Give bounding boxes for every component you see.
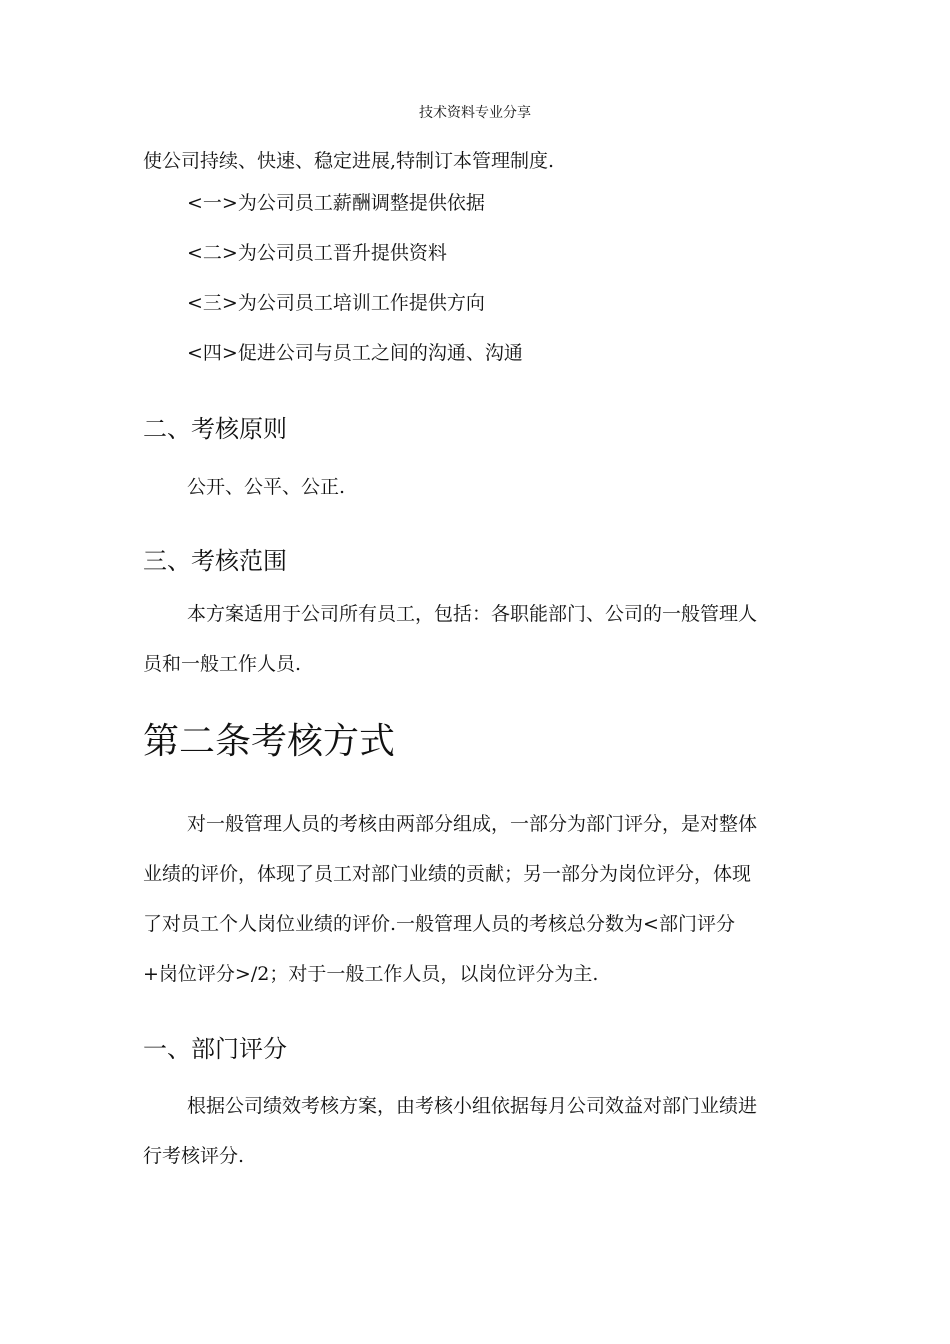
method-line-2: 业绩的评价，体现了员工对部门业绩的贡献；另一部分为岗位评分，体现 [143, 863, 752, 885]
scope-line-1: 本方案适用于公司所有员工，包括：各职能部门、公司的一般管理人 [187, 603, 758, 625]
principle-text: 公开、公平、公正. [187, 476, 346, 498]
article-heading: 第二条考核方式 [143, 721, 396, 762]
method-line-1: 对一般管理人员的考核由两部分组成，一部分为部门评分，是对整体 [187, 813, 758, 835]
method-line-3: 了对员工个人岗位业绩的评价.一般管理人员的考核总分数为<部门评分 [143, 913, 735, 935]
list-item-4: <四>促进公司与员工之间的沟通、沟通 [187, 342, 523, 364]
list-item-3: <三>为公司员工培训工作提供方向 [187, 292, 485, 314]
list-item-1: <一>为公司员工薪酬调整提供依据 [187, 192, 485, 214]
page-header: 技术资料专业分享 [419, 105, 531, 121]
list-item-2: <二>为公司员工晋升提供资料 [187, 242, 447, 264]
section-heading-principle: 二、考核原则 [143, 415, 287, 443]
section-heading-scope: 三、考核范围 [143, 547, 287, 575]
method-line-4: +岗位评分>/2；对于一般工作人员，以岗位评分为主. [143, 963, 599, 985]
dept-line-1: 根据公司绩效考核方案，由考核小组依据每月公司效益对部门业绩进 [187, 1095, 758, 1117]
paragraph-line: 使公司持续、快速、稳定进展,特制订本管理制度. [143, 150, 555, 172]
section-heading-dept: 一、部门评分 [143, 1035, 287, 1063]
scope-line-2: 员和一般工作人员. [143, 653, 302, 675]
dept-line-2: 行考核评分. [143, 1145, 245, 1167]
